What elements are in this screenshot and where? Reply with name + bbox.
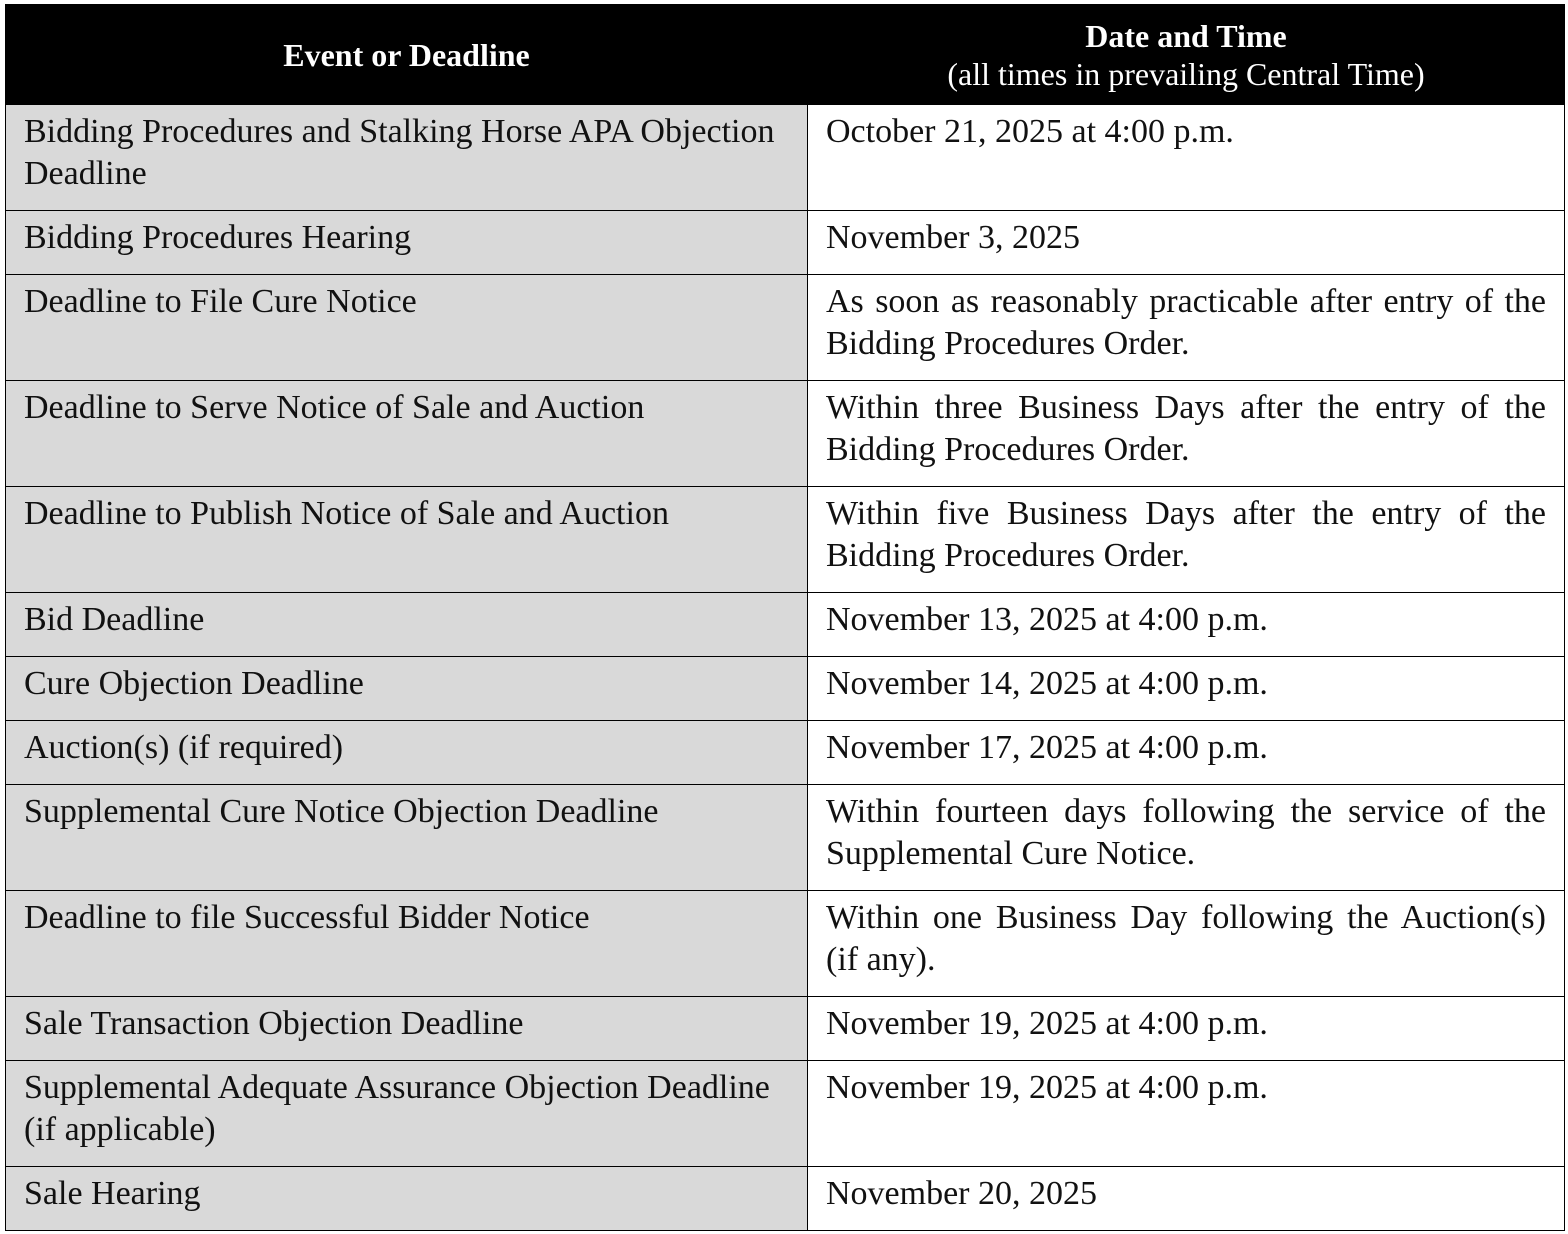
event-cell: Bid Deadline: [6, 593, 808, 657]
table-row: [6, 381, 1565, 487]
event-cell: Deadline to Publish Notice of Sale and Auction: [6, 487, 808, 593]
header-row: [6, 5, 1565, 105]
header-event: Event or Deadline: [6, 5, 808, 105]
table-row: [6, 997, 1565, 1061]
date-cell: November 19, 2025 at 4:00 p.m.: [808, 997, 1565, 1061]
event-cell: Bidding Procedures Hearing: [6, 211, 808, 275]
event-cell: Cure Objection Deadline: [6, 657, 808, 721]
header-date-subtitle: (all times in prevailing Central Time): [947, 55, 1425, 92]
event-cell: Sale Hearing: [6, 1167, 808, 1231]
date-cell: November 20, 2025: [808, 1167, 1565, 1231]
date-cell: November 17, 2025 at 4:00 p.m.: [808, 721, 1565, 785]
table-row: [6, 211, 1565, 275]
event-cell: Deadline to file Successful Bidder Notice: [6, 891, 808, 997]
table-row: [6, 593, 1565, 657]
event-cell: Deadline to File Cure Notice: [6, 275, 808, 381]
event-cell: Bidding Procedures and Stalking Horse APA Objection Deadline: [6, 105, 808, 211]
date-cell: Within one Business Day following the Auction(s) (if any).: [808, 891, 1565, 997]
header-date: [808, 5, 1565, 105]
table-row: [6, 275, 1565, 381]
date-cell: October 21, 2025 at 4:00 p.m.: [808, 105, 1565, 211]
event-cell: Sale Transaction Objection Deadline: [6, 997, 808, 1061]
table-body: [6, 105, 1565, 1231]
table-row: [6, 1061, 1565, 1167]
date-cell: November 3, 2025: [808, 211, 1565, 275]
event-cell: Supplemental Adequate Assurance Objection Deadline (if applicable): [6, 1061, 808, 1167]
event-cell: Supplemental Cure Notice Objection Deadline: [6, 785, 808, 891]
date-cell: November 19, 2025 at 4:00 p.m.: [808, 1061, 1565, 1167]
event-cell: Deadline to Serve Notice of Sale and Auction: [6, 381, 808, 487]
header-date-title: Date and Time: [1085, 17, 1287, 54]
date-cell: Within five Business Days after the entry of the Bidding Procedures Order.: [808, 487, 1565, 593]
table-header: [6, 5, 1565, 105]
date-cell: Within fourteen days following the service of the Supplemental Cure Notice.: [808, 785, 1565, 891]
table-row: [6, 487, 1565, 593]
event-cell: Auction(s) (if required): [6, 721, 808, 785]
schedule-table: [5, 4, 1565, 1231]
table-row: [6, 657, 1565, 721]
table-row: [6, 785, 1565, 891]
table-row: [6, 105, 1565, 211]
date-cell: November 13, 2025 at 4:00 p.m.: [808, 593, 1565, 657]
table-row: [6, 1167, 1565, 1231]
date-cell: As soon as reasonably practicable after entry of the Bidding Procedures Order.: [808, 275, 1565, 381]
table-row: [6, 891, 1565, 997]
table-row: [6, 721, 1565, 785]
date-cell: November 14, 2025 at 4:00 p.m.: [808, 657, 1565, 721]
date-cell: Within three Business Days after the entry of the Bidding Procedures Order.: [808, 381, 1565, 487]
